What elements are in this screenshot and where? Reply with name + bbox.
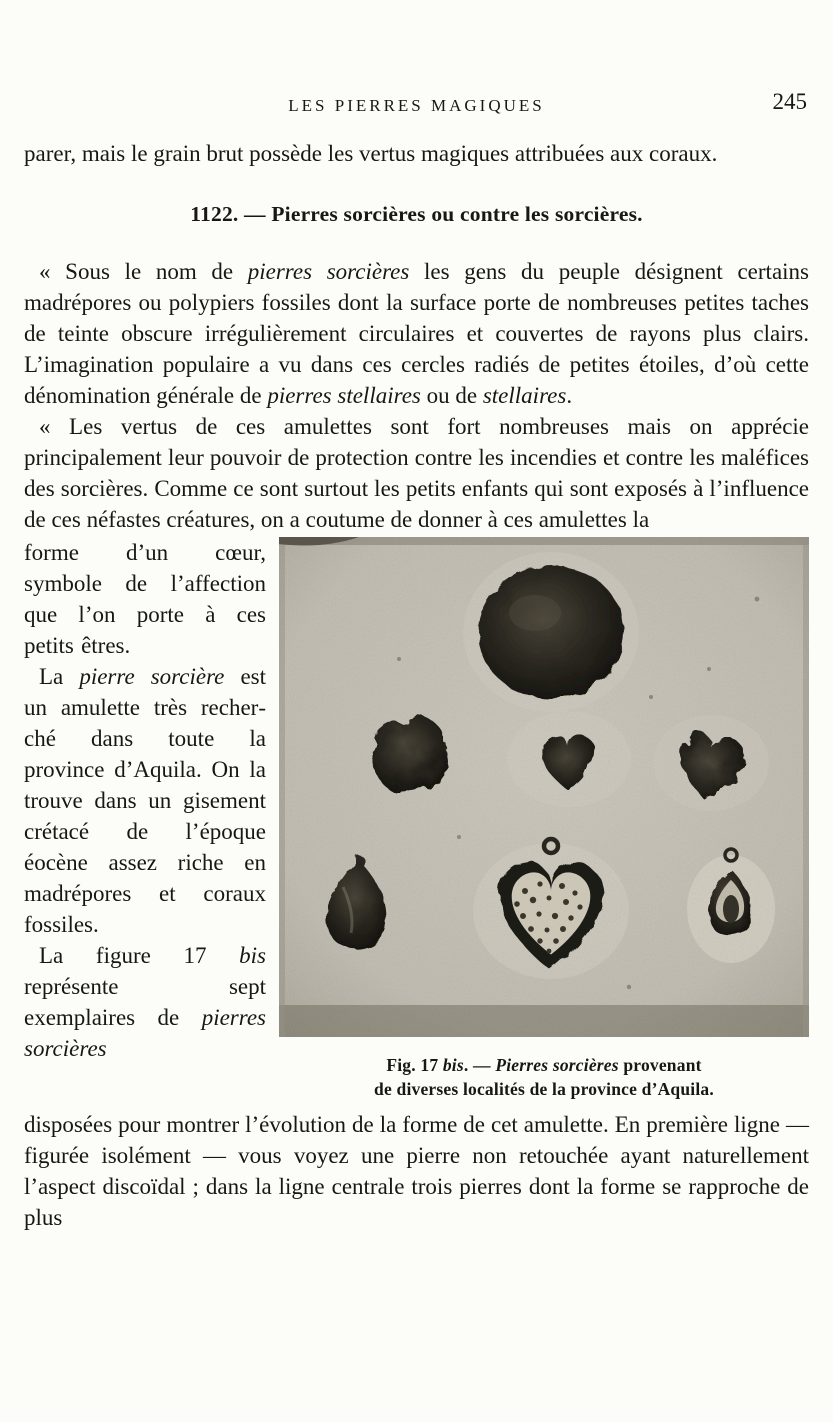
caption-line-1: Fig. 17 bis. — Pierres sorcières provenant [386, 1055, 702, 1075]
caption-line-2: de diverses localités de la province d’Aquila. [374, 1079, 714, 1099]
text-and-figure-row [24, 537, 809, 1101]
paragraph-2-continued: forme d’un cœur, symbole de l’affection que l’on porte à ces petits êtres. [24, 540, 266, 658]
paragraph-1: « Sous le nom de pierres sorcières les gens du peuple désignent certains madrépores ou polypiers fossiles dont la surface porte de nombreuses petites taches de teinte obscure irrégulièrement circulaires et couvertes de rayons plus clairs. L’imagination populaire a vu dans ces cercles radiés de petites étoiles, d’où cette dénomination générale de pierres stellaires ou de stellaires. [24, 259, 809, 408]
page-header [24, 86, 809, 116]
paragraph-3: La pierre sorcière est un amulette très recherché dans toute la province d’Aquila. On la trouve dans un gisement crétacé de l’époque éocène assez riche en madrépores et coraux fossiles. [24, 664, 266, 937]
page-number: 245 [772, 89, 807, 114]
section-heading: 1122. — Pierres sorcières ou contre les sorcières. [190, 202, 643, 226]
left-text-column [24, 537, 266, 1064]
paragraph-4: La figure 17 bis représente sept exemplaires de pierres sorcières [24, 943, 266, 1061]
paragraph-2: « Les vertus de ces amulettes sont fort nombreuses mais on apprécie principalement leur pouvoir de protection contre les incendies et contre les maléfices des sorcières. Comme ce sont surtout les petits enfants qui sont exposés à l’influence de ces néfastes créatures, on a coutume de donner à ces amulettes la [24, 414, 809, 532]
stones-photo-illustration [279, 537, 809, 1037]
photo-grain-overlay [279, 537, 809, 1037]
photo-pierres-sorcieres [279, 537, 809, 1037]
paragraph-intro: parer, mais le grain brut possède les vertus magiques attribuées aux coraux. [24, 141, 718, 166]
paragraph-closing: disposées pour montrer l’évolution de la forme de cet amulette. En première ligne — figurée isolément — vous voyez une pierre non retouchée ayant naturellement l’aspect discoïdal ; dans la ligne centrale trois pierres dont la forme se rapproche de plus [24, 1112, 809, 1230]
figure-caption [279, 1053, 809, 1101]
running-title: LES PIERRES MAGIQUES [288, 96, 545, 115]
figure-17bis [279, 537, 809, 1101]
